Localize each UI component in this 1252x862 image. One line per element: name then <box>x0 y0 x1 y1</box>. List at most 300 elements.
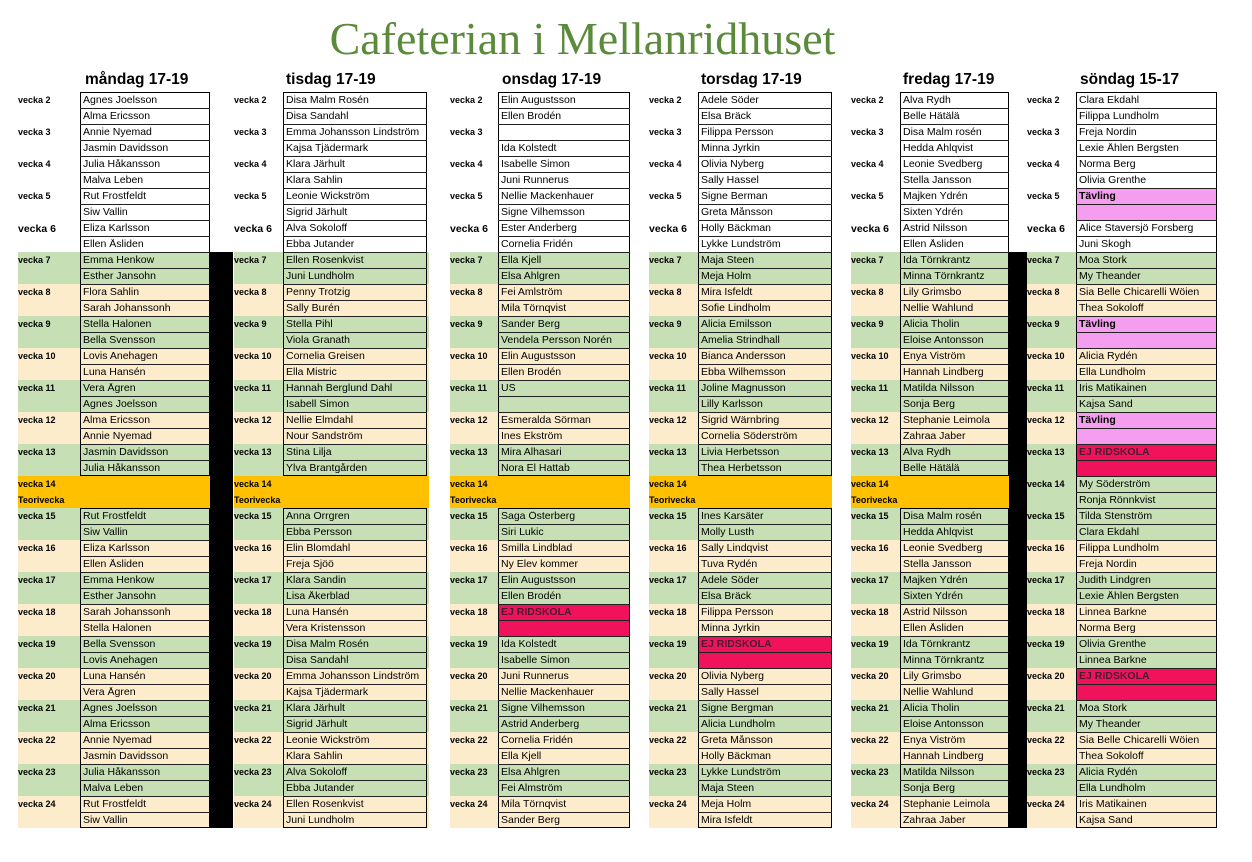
name-cell: Belle Hätälä <box>903 111 960 122</box>
cell-line <box>900 732 1009 733</box>
name-cell: Lovis Anehagen <box>83 351 158 362</box>
week-label: vecka 19 <box>1027 639 1065 649</box>
cell-line <box>283 252 427 253</box>
name-cell: Freja Nordin <box>1079 559 1137 570</box>
name-cell: Freja Nordin <box>1079 127 1137 138</box>
name-cell: Ellen Rosenkvist <box>286 255 364 266</box>
cell-line <box>900 812 1009 813</box>
cell-line <box>698 796 832 797</box>
name-cell: Alma Ericsson <box>83 719 151 730</box>
name-cell: Matilda Nilsson <box>903 767 975 778</box>
cell-line <box>80 556 210 557</box>
cell-line <box>698 268 832 269</box>
name-cell: Freja Sjöö <box>286 559 334 570</box>
name-cell: Signe Berman <box>701 191 768 202</box>
name-cell: Sarah Johanssonh <box>83 303 171 314</box>
name-cell: Leonie Wickström <box>286 191 370 202</box>
name-cell: Thea Sokoloff <box>1079 751 1144 762</box>
name-cell: Stella Halonen <box>83 319 152 330</box>
cell-line <box>283 444 427 445</box>
cell-line <box>900 540 1009 541</box>
name-cell: Klara Sahlin <box>286 751 343 762</box>
cell-line <box>900 236 1009 237</box>
cell-line <box>698 668 832 669</box>
cell-line <box>698 636 832 637</box>
name-cell: Hannah Lindberg <box>903 751 984 762</box>
cell-line <box>283 572 427 573</box>
week-label: vecka 15 <box>234 511 272 521</box>
week-label: vecka 12 <box>18 415 56 425</box>
cell-line <box>900 460 1009 461</box>
week-label: vecka 13 <box>649 447 687 457</box>
cell-line <box>1076 108 1217 109</box>
week-label: vecka 11 <box>851 383 889 393</box>
cell-line <box>283 796 427 797</box>
name-cell: Sia Belle Chicarelli Wöien <box>1079 735 1200 746</box>
week-label: vecka 23 <box>18 767 56 777</box>
cell-line <box>900 204 1009 205</box>
cell-line <box>1076 396 1217 397</box>
name-cell: Greta Månsson <box>701 207 773 218</box>
cell-line <box>1076 796 1217 797</box>
cell-line <box>498 300 630 301</box>
cell-line <box>80 444 210 445</box>
name-cell: Julia Håkansson <box>83 463 161 474</box>
cell-line <box>1076 268 1217 269</box>
week-label: vecka 4 <box>851 159 884 169</box>
cell-line <box>1076 140 1217 141</box>
cell-line <box>698 156 832 157</box>
week-label: vecka 2 <box>450 95 483 105</box>
cell-line <box>698 652 832 653</box>
name-cell: Alva Rydh <box>903 95 951 106</box>
cell-line <box>900 252 1009 253</box>
week-label: vecka 18 <box>18 607 56 617</box>
cell-line <box>498 620 630 621</box>
name-cell: Olivia Grenthe <box>1079 175 1147 186</box>
name-cell: Fei Amlström <box>501 287 563 298</box>
cell-line <box>900 604 1009 605</box>
name-cell: Anna Orrgren <box>286 511 350 522</box>
name-cell: Zahraa Jaber <box>903 815 966 826</box>
week-label: vecka 12 <box>851 415 889 425</box>
cell-line <box>498 348 630 349</box>
cell-line <box>498 428 630 429</box>
cell-line <box>498 636 630 637</box>
cell-line <box>498 236 630 237</box>
week-label: vecka 20 <box>649 671 687 681</box>
theory-week-label: Teorivecka <box>18 495 65 505</box>
week-label: vecka 7 <box>1027 255 1060 265</box>
name-cell: Alice Staversjö Forsberg <box>1079 223 1194 234</box>
name-cell: Esther Jansohn <box>83 271 156 282</box>
cell-line <box>1076 428 1217 429</box>
name-cell: Stella Halonen <box>83 623 152 634</box>
name-cell: Matilda Nilsson <box>903 383 975 394</box>
name-cell: Elsa Bräck <box>701 111 752 122</box>
name-cell: My Söderström <box>1079 479 1151 490</box>
cell-line <box>283 396 427 397</box>
week-label: vecka 4 <box>450 159 483 169</box>
name-cell: Vendela Persson Norén <box>501 335 612 346</box>
cell-line <box>900 620 1009 621</box>
name-cell: Filippa Lundholm <box>1079 543 1159 554</box>
week-label: vecka 13 <box>450 447 488 457</box>
cell-line <box>498 220 630 221</box>
name-cell: Malva Leben <box>83 175 144 186</box>
week-label: vecka 5 <box>18 191 51 201</box>
week-label: vecka 13 <box>1027 447 1065 457</box>
name-cell: Adele Söder <box>701 95 759 106</box>
cell-line <box>80 156 210 157</box>
name-cell: Agnes Joelsson <box>83 95 158 106</box>
week-label: vecka 8 <box>649 287 682 297</box>
week-label: vecka 23 <box>450 767 488 777</box>
name-cell: Sofie Lindholm <box>701 303 771 314</box>
name-cell: Ella Kjell <box>501 255 542 266</box>
name-cell: Filippa Persson <box>701 127 774 138</box>
cell-line <box>900 700 1009 701</box>
cell-line <box>698 396 832 397</box>
name-cell: My Theander <box>1079 719 1141 730</box>
cell-line <box>498 796 630 797</box>
name-cell: Esmeralda Sörman <box>501 415 591 426</box>
week-label: vecka 24 <box>649 799 687 809</box>
separator-bar <box>1009 252 1027 828</box>
cell-line <box>698 540 832 541</box>
name-cell: Sarah Johanssonh <box>83 607 171 618</box>
name-cell: Elin Augustsson <box>501 95 576 106</box>
name-cell: Ny Elev kommer <box>501 559 579 570</box>
cell-line <box>698 444 832 445</box>
cell-line <box>1076 252 1217 253</box>
week-label: vecka 5 <box>234 191 267 201</box>
cell-line <box>80 460 210 461</box>
name-cell: Annie Nyemad <box>83 735 152 746</box>
cell-line <box>900 652 1009 653</box>
name-cell: Isabelle Simon <box>501 655 570 666</box>
name-cell: Sixten Ydrén <box>903 591 963 602</box>
week-label: vecka 22 <box>649 735 687 745</box>
name-cell: Filippa Persson <box>701 607 774 618</box>
week-label: vecka 11 <box>18 383 56 393</box>
cell-line <box>698 140 832 141</box>
cell-line <box>900 668 1009 669</box>
week-label: vecka 18 <box>450 607 488 617</box>
day-header: söndag 15-17 <box>1080 71 1180 88</box>
week-label: vecka 2 <box>851 95 884 105</box>
week-label: vecka 22 <box>851 735 889 745</box>
week-label: vecka 14 <box>1027 479 1065 489</box>
week-label: vecka 10 <box>18 351 56 361</box>
name-cell: Nellie Wahlund <box>903 687 974 698</box>
cell-line <box>900 716 1009 717</box>
name-cell: Disa Malm rosén <box>903 511 982 522</box>
name-cell: Cornelia Fridén <box>501 735 573 746</box>
name-cell: Lilly Karlsson <box>701 399 763 410</box>
name-cell: Sally Hassel <box>701 687 759 698</box>
name-cell: Judith Lindgren <box>1079 575 1151 586</box>
week-label: vecka 16 <box>450 543 488 553</box>
week-label: vecka 11 <box>450 383 488 393</box>
name-cell: Ylva Brantgården <box>286 463 368 474</box>
cell-line <box>80 300 210 301</box>
cell-line <box>698 684 832 685</box>
cell-line <box>283 460 427 461</box>
name-cell: Disa Malm Rosén <box>286 639 369 650</box>
cell-line <box>283 124 427 125</box>
week-label: vecka 10 <box>450 351 488 361</box>
cell-line <box>1076 284 1217 285</box>
cell-line <box>900 444 1009 445</box>
cell-line <box>80 748 210 749</box>
name-cell: Signe Bergman <box>701 703 774 714</box>
name-cell: Ellen Brodén <box>501 111 562 122</box>
week-label: vecka 19 <box>234 639 272 649</box>
cell-line <box>900 396 1009 397</box>
name-cell: Astrid Nilsson <box>903 607 968 618</box>
week-label: vecka 21 <box>450 703 488 713</box>
name-cell: Alicia Lundholm <box>701 719 776 730</box>
name-cell: Smilla Lindblad <box>501 543 573 554</box>
theory-week-label: Teorivecka <box>450 495 497 505</box>
name-cell: Bianca Andersson <box>701 351 786 362</box>
name-cell: Sixten Ydrén <box>903 207 963 218</box>
name-cell: Juni Skogh <box>1079 239 1131 250</box>
name-cell: Ella Kjell <box>501 751 542 762</box>
cell-line <box>80 796 210 797</box>
name-cell: Elin Augustsson <box>501 575 576 586</box>
name-cell: Vera Ågren <box>83 687 136 698</box>
name-cell: Majken Ydrén <box>903 191 968 202</box>
week-label: vecka 7 <box>18 255 51 265</box>
name-cell: Alma Ericsson <box>83 111 151 122</box>
cell-line <box>283 172 427 173</box>
name-cell: Cornelia Söderström <box>701 431 798 442</box>
week-label: vecka 21 <box>234 703 272 713</box>
name-cell: Ebba Jutander <box>286 783 355 794</box>
week-label: vecka 3 <box>450 127 483 137</box>
name-cell: Esther Jansohn <box>83 591 156 602</box>
cell-line <box>900 380 1009 381</box>
name-cell: Juni Lundholm <box>286 271 355 282</box>
cell-line <box>1076 188 1217 189</box>
cell-line <box>1076 316 1217 317</box>
name-cell: Olivia Grenthe <box>1079 639 1147 650</box>
name-cell: Alma Ericsson <box>83 415 151 426</box>
day-header: måndag 17-19 <box>85 71 189 88</box>
cell-line <box>900 220 1009 221</box>
week-label: vecka 7 <box>450 255 483 265</box>
week-label: vecka 11 <box>1027 383 1065 393</box>
cell-line <box>1076 444 1217 445</box>
name-cell: Astrid Anderberg <box>501 719 580 730</box>
cell-line <box>80 268 210 269</box>
cell-line <box>80 604 210 605</box>
cell-line <box>498 412 630 413</box>
cell-line <box>1076 236 1217 237</box>
name-cell: EJ RIDSKOLA <box>501 607 572 618</box>
cell-line <box>498 284 630 285</box>
cell-line <box>498 684 630 685</box>
name-cell: Ronja Rönnkvist <box>1079 495 1156 506</box>
cell-line <box>498 364 630 365</box>
cell-line <box>698 364 832 365</box>
cell-line <box>698 108 832 109</box>
cell-line <box>283 156 427 157</box>
name-cell: Minna Jyrkin <box>701 623 760 634</box>
cell-line <box>283 668 427 669</box>
name-cell: Mira Alhasari <box>501 447 562 458</box>
week-label: vecka 6 <box>18 223 56 235</box>
week-label: vecka 14 <box>450 479 488 489</box>
cell-line <box>1076 332 1217 333</box>
name-cell: Vera Kristensson <box>286 623 366 634</box>
cell-line <box>283 556 427 557</box>
week-label: vecka 10 <box>234 351 272 361</box>
week-label: vecka 17 <box>18 575 56 585</box>
cell-line <box>498 572 630 573</box>
name-cell: Tuva Rydén <box>701 559 758 570</box>
name-cell: Elin Augustsson <box>501 351 576 362</box>
cell-line <box>498 524 630 525</box>
name-cell: Disa Malm Rosén <box>286 95 369 106</box>
cell-line <box>1076 412 1217 413</box>
week-label: vecka 12 <box>649 415 687 425</box>
week-label: vecka 18 <box>234 607 272 617</box>
name-cell: Juni Runnerus <box>501 175 569 186</box>
cell-line <box>283 348 427 349</box>
week-label: vecka 16 <box>649 543 687 553</box>
week-label: vecka 24 <box>234 799 272 809</box>
cell-line <box>498 588 630 589</box>
cell-line <box>283 684 427 685</box>
name-cell: Holly Bäckman <box>701 223 772 234</box>
cell-line <box>1076 220 1217 221</box>
name-cell: Moa Stork <box>1079 255 1127 266</box>
name-cell: Alicia Tholin <box>903 319 960 330</box>
name-cell: Leonie Svedberg <box>903 543 983 554</box>
cell-line <box>80 684 210 685</box>
cell-line <box>698 220 832 221</box>
cell-line <box>498 700 630 701</box>
cell-line <box>283 140 427 141</box>
cell-line <box>900 156 1009 157</box>
week-label: vecka 8 <box>234 287 267 297</box>
cell-line <box>80 636 210 637</box>
week-label: vecka 23 <box>1027 767 1065 777</box>
week-label: vecka 13 <box>234 447 272 457</box>
cell-line <box>80 652 210 653</box>
name-cell: Eliza Karlsson <box>83 543 150 554</box>
cell-line <box>1076 668 1217 669</box>
name-cell: Cornelia Fridén <box>501 239 573 250</box>
name-cell: Saga Österberg <box>501 511 576 522</box>
cell-line <box>283 716 427 717</box>
name-cell: Amelia Strindhall <box>701 335 780 346</box>
name-cell: Minna Jyrkin <box>701 143 760 154</box>
week-label: vecka 2 <box>1027 95 1060 105</box>
week-label: vecka 15 <box>649 511 687 521</box>
week-label: vecka 12 <box>234 415 272 425</box>
name-cell: Siri Lukic <box>501 527 544 538</box>
week-label: vecka 24 <box>851 799 889 809</box>
week-label: vecka 9 <box>18 319 51 329</box>
week-label: vecka 21 <box>18 703 56 713</box>
cell-line <box>283 188 427 189</box>
cell-line <box>80 732 210 733</box>
name-cell: Tilda Stenström <box>1079 511 1153 522</box>
week-label: vecka 23 <box>234 767 272 777</box>
name-cell: Disa Sandahl <box>286 111 349 122</box>
cell-line <box>698 316 832 317</box>
cell-line <box>900 300 1009 301</box>
week-label: vecka 10 <box>851 351 889 361</box>
cell-line <box>80 220 210 221</box>
name-cell: Clara Ekdahl <box>1079 527 1140 538</box>
week-label: vecka 24 <box>1027 799 1065 809</box>
week-label: vecka 10 <box>649 351 687 361</box>
name-cell: Nora El Hattab <box>501 463 570 474</box>
cell-line <box>283 220 427 221</box>
cell-line <box>698 236 832 237</box>
week-label: vecka 6 <box>234 223 272 235</box>
cell-line <box>698 300 832 301</box>
cell-line <box>698 428 832 429</box>
week-label: vecka 4 <box>18 159 51 169</box>
name-cell: EJ RIDSKOLA <box>1079 671 1150 682</box>
name-cell: Ellen Åsliden <box>903 239 964 250</box>
name-cell: EJ RIDSKOLA <box>1079 447 1150 458</box>
week-label: vecka 15 <box>450 511 488 521</box>
name-cell: Mila Törnqvist <box>501 799 567 810</box>
name-cell: Ida Törnkrantz <box>903 255 971 266</box>
name-cell: Enya Viström <box>903 735 966 746</box>
name-cell: Moa Stork <box>1079 703 1127 714</box>
week-label: vecka 4 <box>1027 159 1060 169</box>
name-cell: Ebba Wilhemsson <box>701 367 786 378</box>
day-header: torsdag 17-19 <box>701 71 802 88</box>
name-cell: Iris Matikainen <box>1079 383 1147 394</box>
cell-line <box>283 636 427 637</box>
name-cell: Sonja Berg <box>903 783 955 794</box>
cell-line <box>698 204 832 205</box>
name-cell: Annie Nyemad <box>83 431 152 442</box>
cell-line <box>900 348 1009 349</box>
cell-line <box>80 316 210 317</box>
cell-line <box>80 812 210 813</box>
name-cell: Sigrid Wärnbring <box>701 415 780 426</box>
name-cell: Eliza Karlsson <box>83 223 150 234</box>
week-label: vecka 6 <box>851 223 889 235</box>
cell-line <box>283 620 427 621</box>
name-cell: Tävling <box>1079 319 1116 330</box>
week-label: vecka 4 <box>234 159 267 169</box>
day-header: tisdag 17-19 <box>286 71 376 88</box>
week-label: vecka 21 <box>1027 703 1065 713</box>
cell-line <box>80 428 210 429</box>
name-cell: Isabelle Simon <box>501 159 570 170</box>
name-cell: Kajsa Tjädermark <box>286 687 369 698</box>
name-cell: Siw Vallin <box>83 207 128 218</box>
name-cell: Majken Ydrén <box>903 575 968 586</box>
cell-line <box>1076 652 1217 653</box>
cell-line <box>900 364 1009 365</box>
cell-line <box>80 396 210 397</box>
cell-line <box>498 252 630 253</box>
name-cell: Vera Ågren <box>83 383 136 394</box>
name-cell: Sally Lindqvist <box>701 543 769 554</box>
